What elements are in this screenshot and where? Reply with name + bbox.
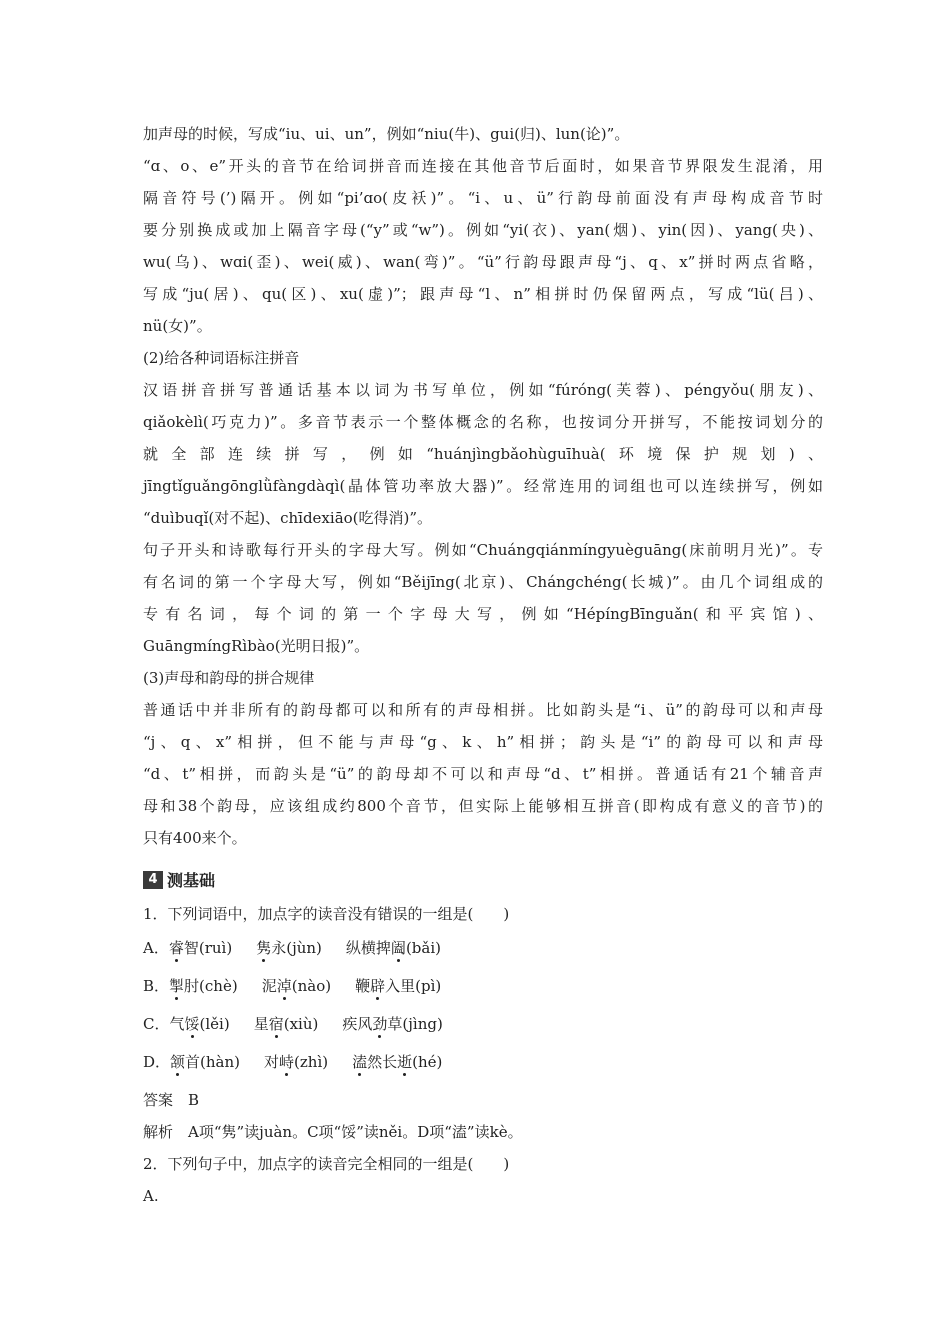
- option-text: 智(ruì): [183, 939, 233, 957]
- paragraph-line: “j、q、x”相拼，但不能与声母“g、k、h”相拼；韵头是“i”的韵母可以和声母: [143, 733, 823, 751]
- dotted-char: 掣: [169, 977, 185, 995]
- dotted-char: 溘: [352, 1053, 368, 1071]
- option-text: 星: [253, 1015, 269, 1033]
- paragraph-line: 句子开头和诗歌每行开头的字母大写。例如“Chuángqiánmíngyuèguāng(床前明月光)”。专: [143, 541, 823, 559]
- paragraph-line: 汉语拼音拼写普通话基本以词为书写单位，例如“fúróng(芙蓉)、péngyǒu(朋友)、: [143, 381, 823, 399]
- paragraph-line: 只有400来个。: [143, 829, 247, 847]
- option-text: 然长: [367, 1053, 398, 1071]
- option-a: [143, 938, 441, 958]
- dotted-char: 劲: [372, 1015, 388, 1033]
- section-title: 测基础: [167, 871, 216, 890]
- option-c: [143, 1014, 443, 1034]
- paragraph-line: “d、t”相拼，而韵头是“ü”的韵母却不可以和声母“d、t”相拼。普通话有21个辅音声: [143, 765, 823, 783]
- option-text: (xiù): [283, 1015, 319, 1033]
- paragraph-line: jīngtǐguǎngōnglǜfàngdàqì(晶体管功率放大器)”。经常连用的词组也可以连续拼写，例如: [143, 477, 823, 495]
- dotted-char: 颔: [170, 1053, 186, 1071]
- option-text: 草(jìng): [387, 1015, 443, 1033]
- subheading: (2)给各种词语标注拼音: [143, 349, 300, 367]
- paragraph-line: nü(女)”。: [143, 317, 212, 335]
- dotted-char: 隽: [256, 939, 272, 957]
- analysis-line: 解析 A项“隽”读juàn。C项“馁”读něi。D项“溘”读kè。: [143, 1123, 523, 1141]
- dotted-char: 淖: [276, 977, 292, 995]
- option-label: C．: [143, 1015, 170, 1033]
- dotted-char: 睿: [168, 939, 184, 957]
- dotted-char: 阖: [390, 939, 406, 957]
- option-text: 入里(pì): [385, 977, 442, 995]
- paragraph-line: wu(乌)、wɑi(歪)、wei(威)、wan(弯)”。“ü”行韵母跟声母“j、q、x”拼时两点省略，: [143, 253, 823, 271]
- option-text: 泥: [261, 977, 277, 995]
- option-label: B．: [143, 977, 170, 995]
- paragraph-line: 加声母的时候，写成“iu、ui、un”，例如“niu(牛)、gui(归)、lun(论)”。: [143, 125, 630, 143]
- paragraph-line: GuāngmíngRìbào(光明日报)”。: [143, 637, 370, 655]
- dotted-char: 逝: [397, 1053, 413, 1071]
- option-text: (hé): [412, 1053, 443, 1071]
- paragraph-line: “duìbuqǐ(对不起)、chīdexiāo(吃得消)”。: [143, 509, 433, 527]
- option-d: [143, 1052, 442, 1072]
- option-label: D．: [143, 1053, 171, 1071]
- paragraph-line: 隔音符号(’)隔开。例如“pi’ɑo(皮袄)”。“i、u、ü”行韵母前面没有声母构成音节时: [143, 189, 823, 207]
- option-text: 首(hàn): [185, 1053, 241, 1071]
- paragraph-line: 专有名词，每个词的第一个字母大写，例如“HépíngBīnguǎn(和平宾馆)、: [143, 605, 823, 623]
- question-stem: 2．下列句子中，加点字的读音完全相同的一组是( ): [143, 1155, 510, 1173]
- option-text: (nào): [291, 977, 332, 995]
- answer-line: 答案 B: [143, 1091, 200, 1109]
- option-a-label: A.: [143, 1187, 159, 1205]
- paragraph-line: 母和38个韵母，应该组成约800个音节，但实际上能够相互拼音(即构成有意义的音节)的: [143, 797, 823, 815]
- paragraph-line: 普通话中并非所有的韵母都可以和所有的声母相拼。比如韵头是“i、ü”的韵母可以和声母: [143, 701, 823, 719]
- paragraph-line: 就全部连续拼写，例如“huánjìngbǎohùguīhuà(环境保护规划)、: [143, 445, 823, 463]
- option-text: 纵横捭: [345, 939, 391, 957]
- option-text: 永(jùn): [271, 939, 322, 957]
- dotted-char: 宿: [268, 1015, 284, 1033]
- dotted-char: 峙: [279, 1053, 295, 1071]
- paragraph-line: 要分别换成或加上隔音字母(“y”或“w”)。例如“yi(衣)、yan(烟)、yin(因)、yang(央)、: [143, 221, 823, 239]
- option-text: 鞭: [355, 977, 371, 995]
- option-label: A．: [143, 939, 169, 957]
- question-stem: 1．下列词语中，加点字的读音没有错误的一组是( ): [143, 905, 510, 923]
- option-text: 疾风: [342, 1015, 373, 1033]
- option-text: (zhì): [294, 1053, 329, 1071]
- paragraph-line: 写成“ju(居)、qu(区)、xu(虚)”；跟声母“l、n”相拼时仍保留两点，写成“lü(吕)、: [143, 285, 823, 303]
- dotted-char: 馁: [184, 1015, 200, 1033]
- paragraph-line: qiǎokèlì(巧克力)”。多音节表示一个整体概念的名称，也按词分开拼写，不能按词划分的: [143, 413, 823, 431]
- option-text: 对: [264, 1053, 280, 1071]
- option-text: 气: [169, 1015, 185, 1033]
- option-b: [143, 976, 441, 996]
- paragraph-line: 有名词的第一个字母大写，例如“Běijīng(北京)、Chángchéng(长城)”。由几个词组成的: [143, 573, 823, 591]
- section-heading: [143, 868, 215, 891]
- dotted-char: 辟: [370, 977, 386, 995]
- option-text: (lěi): [199, 1015, 230, 1033]
- paragraph-line: “ɑ、o、e”开头的音节在给词拼音而连接在其他音节后面时，如果音节界限发生混淆，用: [143, 157, 823, 175]
- subheading: (3)声母和韵母的拼合规律: [143, 669, 315, 687]
- option-text: 肘(chè): [184, 977, 238, 995]
- section-number-badge: 4: [143, 871, 163, 889]
- option-text: (bǎi): [405, 939, 441, 957]
